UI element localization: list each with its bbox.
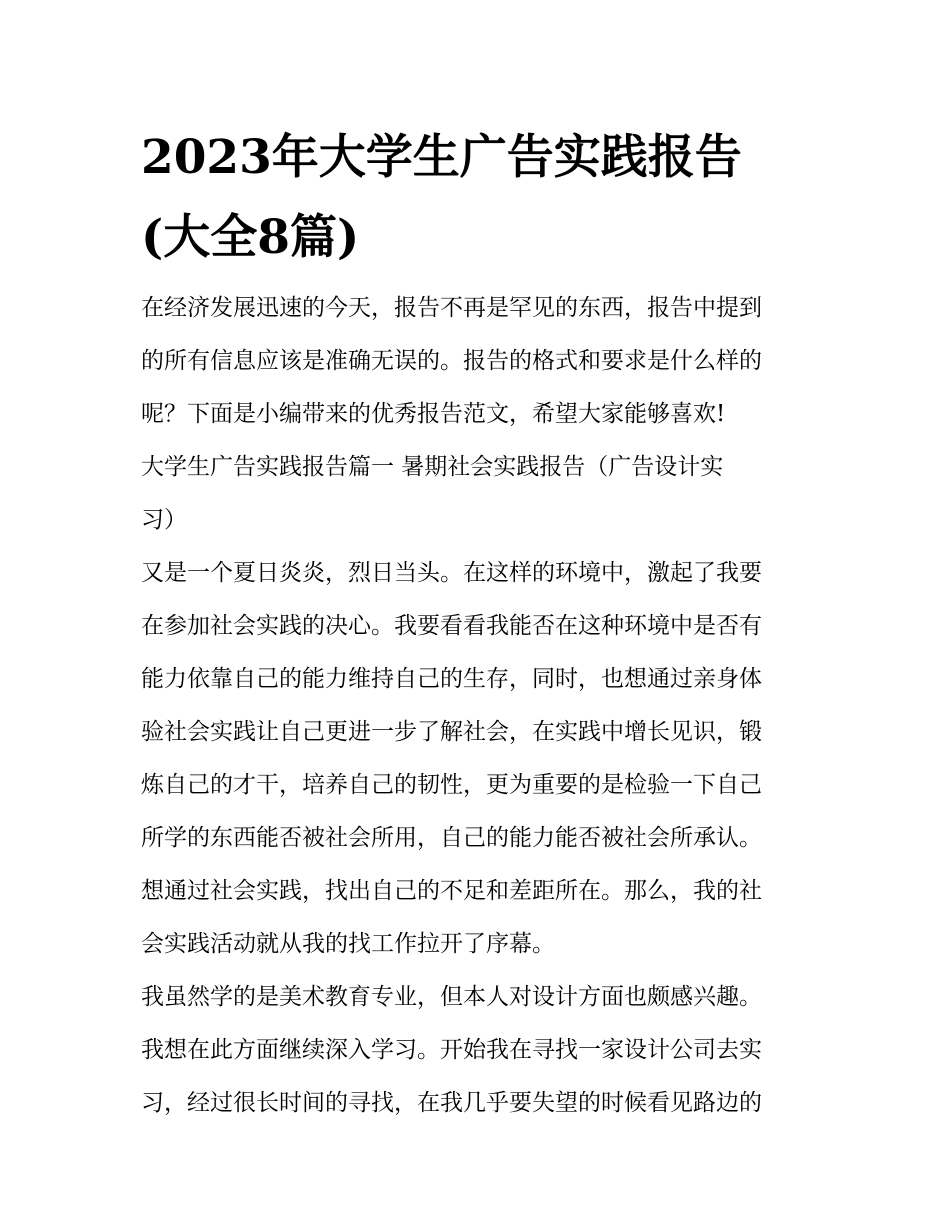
body-line: 我虽然学的是美术教育专业，但本人对设计方面也颇感兴趣。 — [141, 984, 762, 1010]
body-line: 的所有信息应该是准确无误的。报告的格式和要求是什么样的 — [141, 348, 762, 374]
title-line-1: 2023年大学生广告实践报告 — [141, 130, 742, 185]
body-line: 在经济发展迅速的今天，报告不再是罕见的东西，报告中提到 — [141, 295, 762, 321]
title-line-2: (大全8篇) — [141, 210, 360, 265]
body-line: 能力依靠自己的能力维持自己的生存，同时，也想通过亲身体 — [141, 666, 762, 692]
document-title — [141, 118, 813, 278]
body-line: 又是一个夏日炎炎，烈日当头。在这样的环境中，激起了我要 — [141, 560, 762, 586]
body-line: 炼自己的才干，培养自己的韧性，更为重要的是检验一下自己 — [141, 772, 762, 798]
document-body — [141, 290, 813, 1122]
body-line: 验社会实践让自己更进一步了解社会，在实践中增长见识，锻 — [141, 719, 762, 745]
body-line: 习，经过很长时间的寻找，在我几乎要失望的时候看见路边的 — [141, 1090, 762, 1116]
section-heading-line: 习） — [141, 507, 187, 533]
body-line: 会实践活动就从我的找工作拉开了序幕。 — [141, 931, 555, 957]
body-line: 想通过社会实践，找出自己的不足和差距所在。那么，我的社 — [141, 878, 762, 904]
body-line: 呢？下面是小编带来的优秀报告范文，希望大家能够喜欢! — [141, 401, 726, 427]
body-line: 我想在此方面继续深入学习。开始我在寻找一家设计公司去实 — [141, 1037, 762, 1063]
body-line: 在参加社会实践的决心。我要看看我能否在这种环境中是否有 — [141, 613, 762, 639]
body-line: 所学的东西能否被社会所用，自己的能力能否被社会所承认。 — [141, 825, 762, 851]
section-heading-line: 大学生广告实践报告篇一 暑期社会实践报告（广告设计实 — [141, 454, 724, 480]
document-page — [141, 118, 813, 1138]
